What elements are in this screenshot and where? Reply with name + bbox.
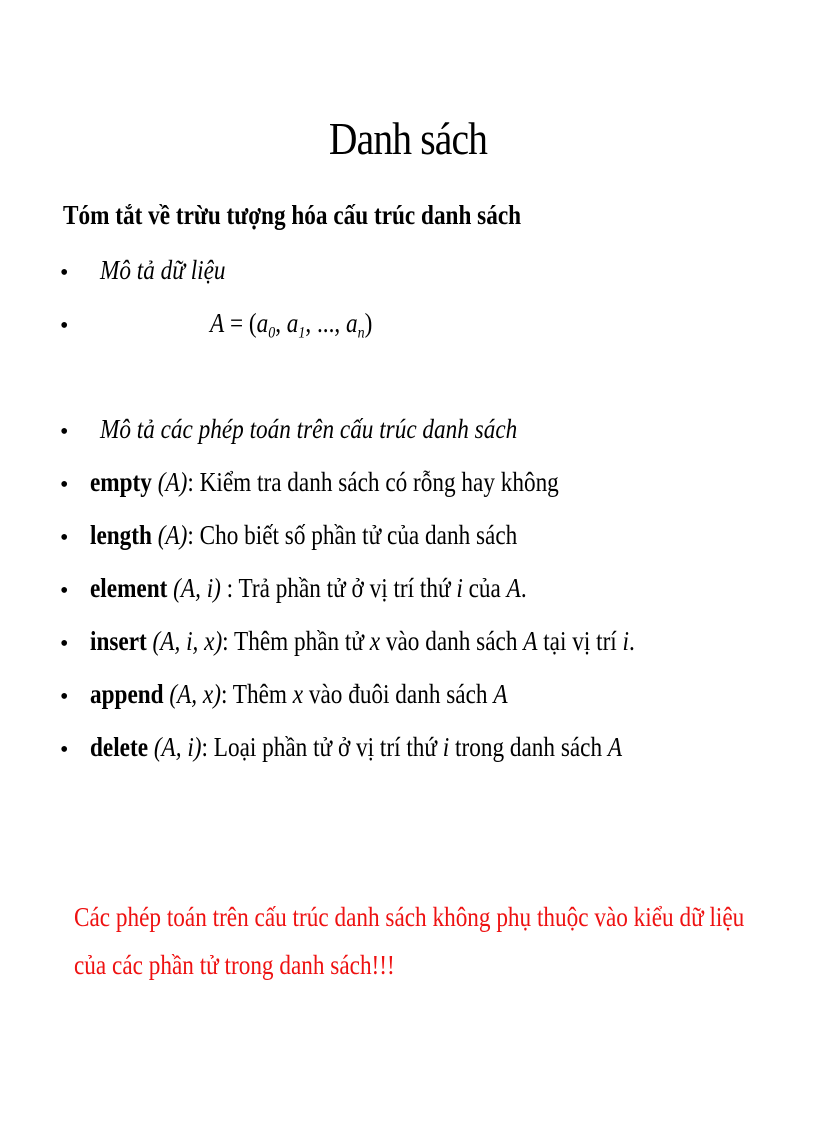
red-note: Các phép toán trên cấu trúc danh sách không phụ thuộc vào kiểu dữ liệu của các phần tử trong danh sách!!! [74, 902, 745, 980]
bullet-dot: • [60, 472, 69, 498]
bullet-dot: • [60, 684, 69, 710]
bullet-dot: • [60, 525, 69, 551]
op-delete-text: delete (A, i): Loại phần tử ở vị trí thứ i trong danh sách A [90, 732, 623, 762]
page-title: Danh sách [328, 113, 488, 164]
bullet-text: Mô tả dữ liệu [100, 255, 226, 285]
bullet-dot: • [60, 737, 69, 763]
op-element-text: element (A, i) : Trả phần tử ở vị trí thứ i của A. [90, 573, 527, 603]
bullet-text: Mô tả các phép toán trên cấu trúc danh sách [100, 414, 518, 444]
list-formula: $A = (a_0$, $a_1$, ..., $a_n$) [210, 308, 373, 342]
op-empty-text: empty (A): Kiểm tra danh sách có rỗng hay không [90, 467, 559, 497]
op-insert-text: insert (A, i, x): Thêm phần tử x vào danh sách A tại vị trí i. [90, 626, 635, 656]
op-length-text: length (A): Cho biết số phần tử của danh sách [90, 520, 518, 550]
bullet-dot: • [60, 578, 69, 604]
bullet-dot: • [60, 419, 69, 445]
bullet-dot: • [60, 260, 69, 286]
section-heading: Tóm tắt về trừu tượng hóa cấu trúc danh sách [63, 200, 522, 230]
op-append-text: append (A, x): Thêm x vào đuôi danh sách A [90, 679, 508, 709]
bullet-dot: • [60, 313, 69, 339]
bullet-dot: • [60, 631, 69, 657]
